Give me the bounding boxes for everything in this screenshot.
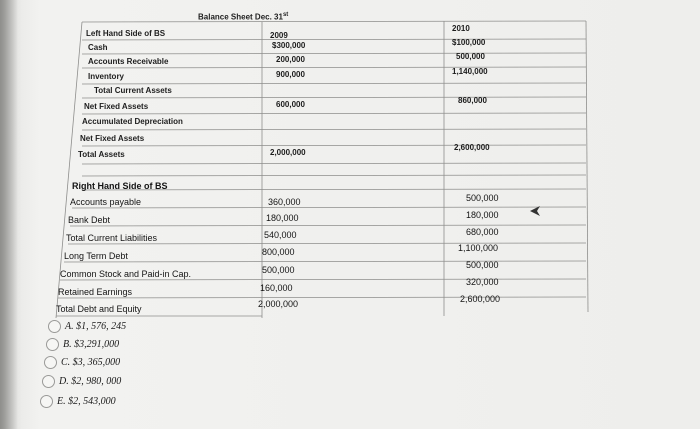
radio-c[interactable] <box>44 356 57 369</box>
title-text: Balance Sheet Dec. 31 <box>198 12 283 22</box>
row-label-accumulated-depreciation: Accumulated Depreciation <box>82 117 183 126</box>
row-label-accounts-receivable: Accounts Receivable <box>88 57 169 66</box>
retained-earnings-2009: 160,000 <box>260 283 293 293</box>
option-b-label: B. $3,291,000 <box>63 338 120 350</box>
option-b[interactable] <box>46 336 119 352</box>
row-label-net-fixed-assets: Net Fixed Assets <box>84 102 149 111</box>
total-current-liabilities-2010: 680,000 <box>466 227 499 237</box>
accounts-receivable-2010: 500,000 <box>456 52 485 61</box>
net-fixed-assets-2009: 600,000 <box>276 100 305 109</box>
common-stock-2010: 500,000 <box>466 260 499 270</box>
option-c[interactable] <box>44 354 120 370</box>
long-term-debt-2010: 1,100,000 <box>458 243 499 253</box>
row-label-common-stock: Common Stock and Paid-in Cap. <box>60 269 192 279</box>
bank-debt-2009: 180,000 <box>266 213 299 223</box>
total-assets-2010: 2,600,000 <box>454 143 490 152</box>
option-e[interactable] <box>40 393 116 409</box>
accounts-receivable-2009: 200,000 <box>276 55 305 64</box>
accounts-payable-2009: 360,000 <box>268 197 301 207</box>
row-label-total-current-liabilities: Total Current Liabilities <box>66 233 158 243</box>
accounts-payable-2010: 500,000 <box>466 193 499 203</box>
right-section-heading: Right Hand Side of BS <box>72 181 168 191</box>
net-fixed-assets-2010: 860,000 <box>458 96 487 105</box>
row-label-inventory: Inventory <box>88 72 125 81</box>
row-label-total-debt-and-equity: Total Debt and Equity <box>56 304 142 314</box>
row-label-retained-earnings: Retained Earnings <box>58 287 133 297</box>
retained-earnings-2010: 320,000 <box>466 277 499 287</box>
cash-2009: $300,000 <box>272 41 306 50</box>
total-assets-2009: 2,000,000 <box>270 148 306 157</box>
mouse-cursor-icon <box>528 204 542 218</box>
option-c-label: C. $3, 365,000 <box>61 356 121 368</box>
title-superscript: st <box>282 12 289 18</box>
header-2010: 2010 <box>452 24 470 33</box>
option-e-label: E. $2, 543,000 <box>57 395 116 407</box>
radio-b[interactable] <box>46 338 59 351</box>
total-debt-and-equity-2009: 2,000,000 <box>258 299 299 309</box>
radio-e[interactable] <box>40 395 53 408</box>
row-label-accounts-payable: Accounts payable <box>70 197 142 207</box>
row-label-long-term-debt: Long Term Debt <box>64 251 128 261</box>
option-d[interactable] <box>42 373 121 389</box>
long-term-debt-2009: 800,000 <box>262 247 295 257</box>
total-current-liabilities-2009: 540,000 <box>264 230 297 240</box>
row-label-total-assets: Total Assets <box>78 150 125 159</box>
bank-debt-2010: 180,000 <box>466 210 499 220</box>
header-2009: 2009 <box>270 31 288 40</box>
inventory-2010: 1,140,000 <box>452 67 488 76</box>
inventory-2009: 900,000 <box>276 70 305 79</box>
radio-a[interactable] <box>48 320 61 333</box>
common-stock-2009: 500,000 <box>262 265 295 275</box>
row-label-bank-debt: Bank Debt <box>68 215 111 225</box>
row-label-net-fixed-assets-2: Net Fixed Assets <box>80 134 145 143</box>
cash-2010: $100,000 <box>452 38 486 47</box>
row-label-total-current-assets: Total Current Assets <box>94 86 172 95</box>
total-debt-and-equity-2010: 2,600,000 <box>460 294 501 304</box>
left-section-heading: Left Hand Side of BS <box>86 29 166 38</box>
option-a-label: A. $1, 576, 245 <box>65 320 127 332</box>
option-d-label: D. $2, 980, 000 <box>59 375 122 387</box>
radio-d[interactable] <box>42 375 55 388</box>
row-label-cash: Cash <box>88 43 108 52</box>
option-a[interactable] <box>48 318 126 334</box>
